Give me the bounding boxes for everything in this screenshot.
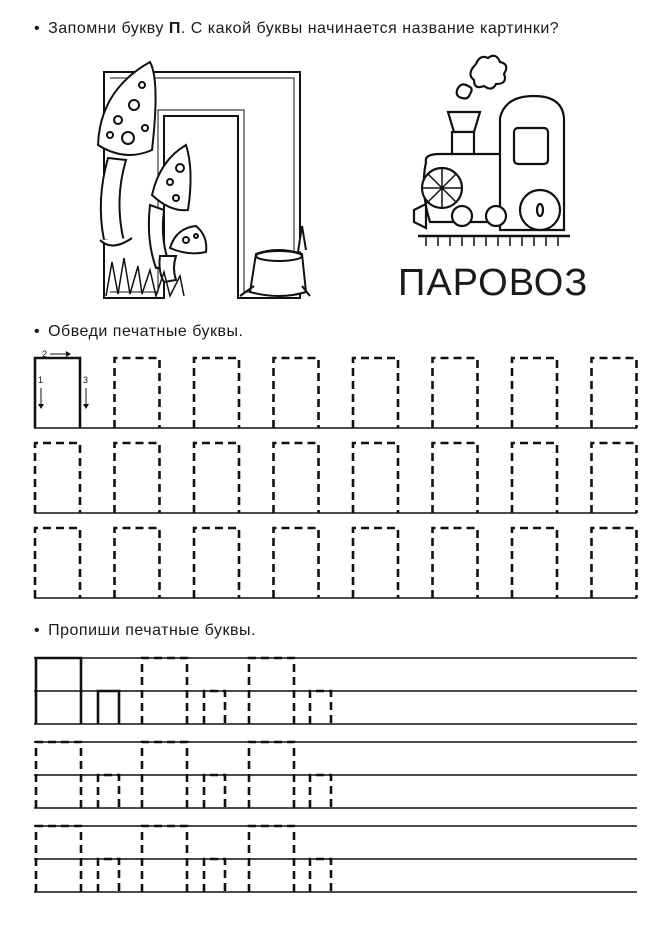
tracing-letter-p bbox=[274, 528, 319, 598]
small-letter-p bbox=[98, 691, 119, 724]
tracing-letter-p bbox=[274, 443, 319, 513]
tracing-letter-p bbox=[35, 443, 80, 513]
tracing-letter-p bbox=[115, 358, 160, 428]
tracing-grid bbox=[34, 358, 637, 598]
tracing-letter-p bbox=[592, 358, 637, 428]
tracing-letter-p bbox=[512, 358, 557, 428]
small-letter-p bbox=[98, 859, 119, 892]
tracing-letter-p bbox=[115, 528, 160, 598]
tracing-letter-p bbox=[512, 528, 557, 598]
tracing-letter-p bbox=[35, 358, 80, 428]
small-letter-p bbox=[310, 859, 331, 892]
tracing-letter-p bbox=[592, 528, 637, 598]
stroke-number-1: 1 bbox=[38, 375, 44, 385]
tracing-letter-p bbox=[353, 443, 398, 513]
locomotive-icon bbox=[414, 56, 570, 246]
small-letter-p bbox=[204, 775, 225, 808]
task2-text: Обведи печатные буквы. bbox=[48, 323, 244, 340]
task3-text: Пропиши печатные буквы. bbox=[48, 622, 256, 639]
tracing-letter-p bbox=[35, 528, 80, 598]
bullet: • bbox=[34, 622, 41, 639]
tracing-letter-p bbox=[592, 443, 637, 513]
tracing-letter-p bbox=[433, 443, 478, 513]
small-letter-p bbox=[204, 859, 225, 892]
bullet: • bbox=[34, 20, 41, 37]
bullet: • bbox=[34, 323, 41, 340]
task1-text-after: . С какой буквы начинается название картинки? bbox=[180, 20, 560, 37]
tracing-letter-p bbox=[353, 358, 398, 428]
tracing-letter-p bbox=[274, 358, 319, 428]
tracing-letter-p bbox=[194, 358, 239, 428]
small-letter-p bbox=[310, 775, 331, 808]
tracing-letter-p bbox=[433, 358, 478, 428]
small-letter-p bbox=[310, 691, 331, 724]
tracing-letter-p bbox=[433, 528, 478, 598]
picture-word: ПАРОВОЗ bbox=[398, 262, 589, 304]
stroke-number-3: 3 bbox=[83, 375, 89, 385]
tracing-letter-p bbox=[194, 528, 239, 598]
tracing-letter-p bbox=[512, 443, 557, 513]
tracing-letter-p bbox=[194, 443, 239, 513]
small-letter-p bbox=[204, 691, 225, 724]
task1-text-before: Запомни букву bbox=[48, 20, 169, 37]
tracing-letter-p bbox=[353, 528, 398, 598]
tracing-letter-p bbox=[115, 443, 160, 513]
task1-letter: П bbox=[168, 20, 181, 37]
small-letter-p bbox=[98, 775, 119, 808]
writing-lines bbox=[34, 658, 637, 892]
stroke-number-2: 2 bbox=[42, 349, 48, 359]
